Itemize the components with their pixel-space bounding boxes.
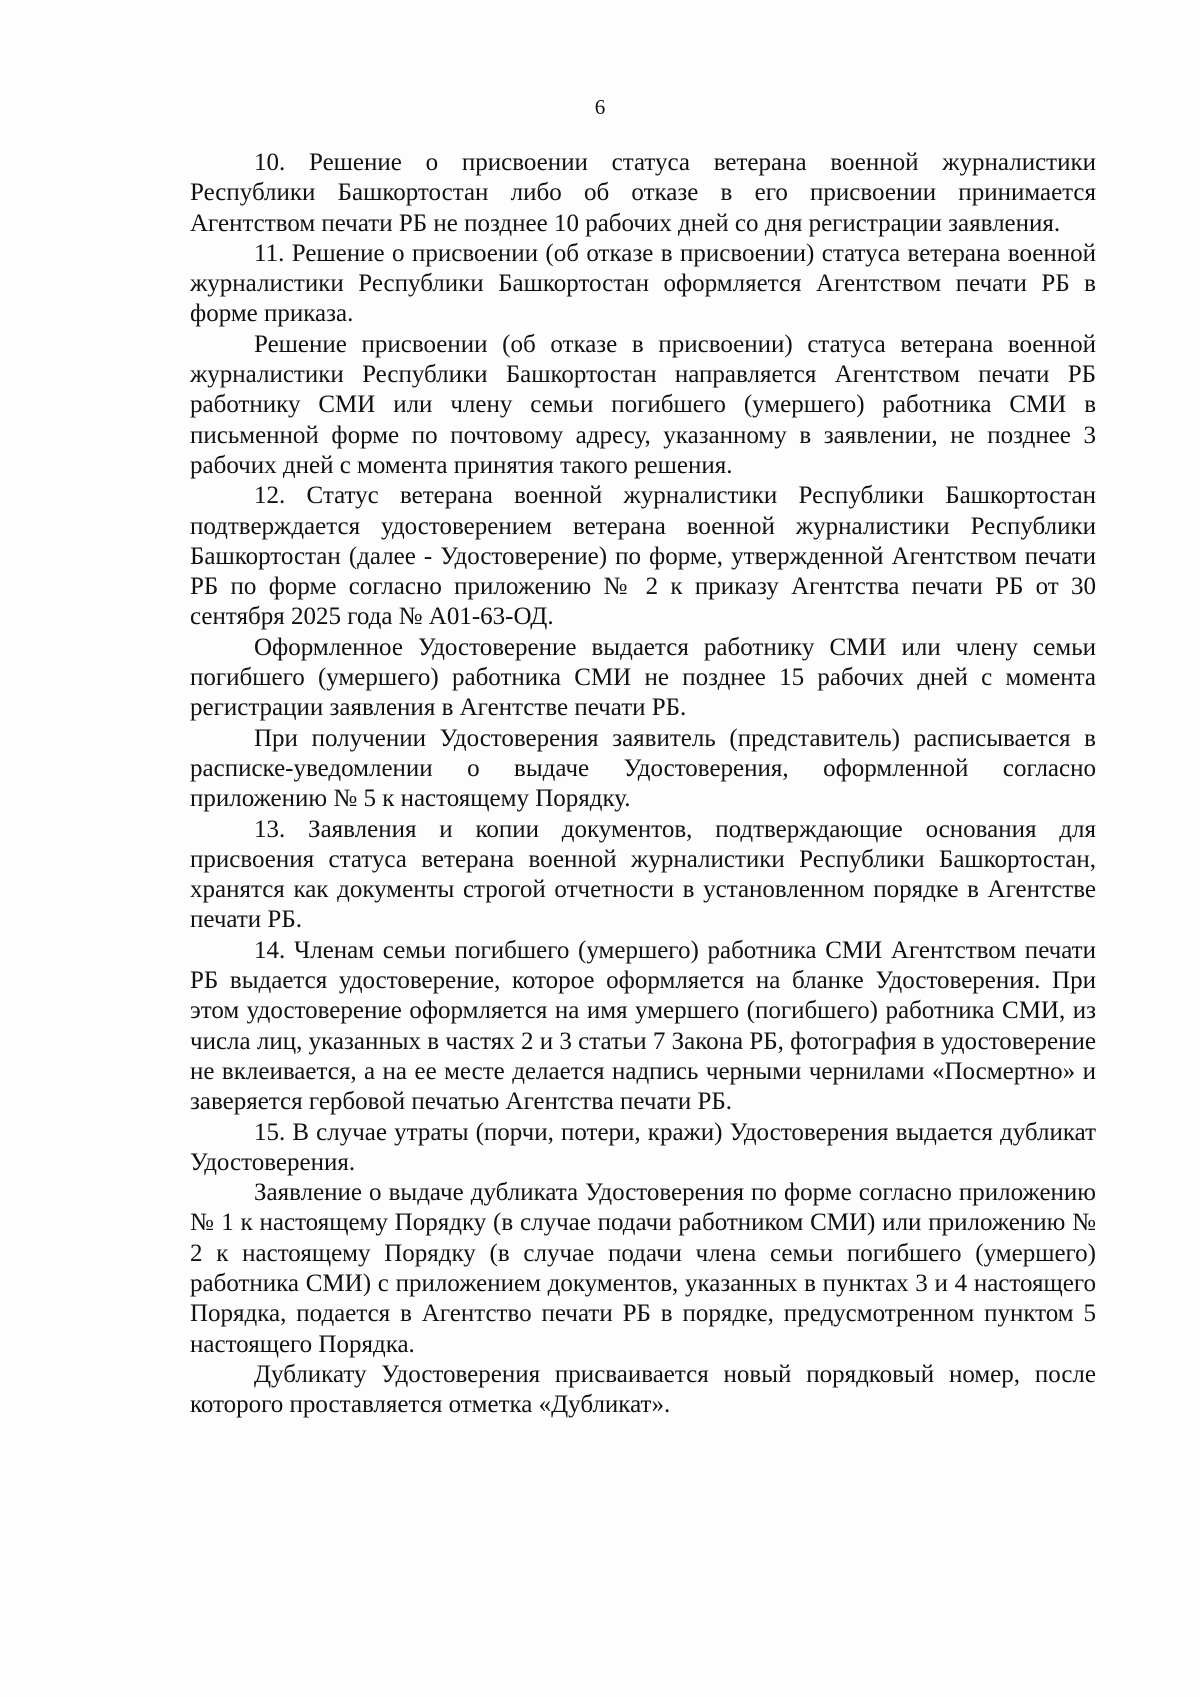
- page-number: 6: [594, 95, 606, 119]
- paragraph-11-notice: Решение присвоении (об отказе в присвоении) статуса ветерана военной журналистики Республики Башкортостан направляется Агентством печати РБ работнику СМИ или члену семьи погибшего (умершего) работника СМИ в письменной форме по почтовому адресу, указанному в заявлении, не позднее 3 рабочих дней с момента принятия такого решения.: [190, 330, 1096, 479]
- paragraph-13: 13. Заявления и копии документов, подтверждающие основания для присвоения статуса ветерана военной журналистики Республики Башкортостан, хранятся как документы строгой отчетности в установленном порядке в Агентстве печати РБ.: [190, 815, 1096, 934]
- paragraph-15-number: Дубликату Удостоверения присваивается новый порядковый номер, после которого проставляется отметка «Дубликат».: [190, 1360, 1096, 1419]
- paragraph-12-issue: Оформленное Удостоверение выдается работнику СМИ или члену семьи погибшего (умершего) работника СМИ не позднее 15 рабочих дней с момента регистрации заявления в Агентстве печати РБ.: [190, 633, 1096, 722]
- document-body: [190, 148, 1096, 1420]
- paragraph-15: 15. В случае утраты (порчи, потери, кражи) Удостоверения выдается дубликат Удостоверения.: [190, 1118, 1096, 1176]
- paragraph-14: 14. Членам семьи погибшего (умершего) работника СМИ Агентством печати РБ выдается удостоверение, которое оформляется на бланке Удостоверения. При этом удостоверение оформляется на имя умершего (погибшего) работника СМИ, из числа лиц, указанных в частях 2 и 3 статьи 7 Закона РБ, фотография в удостоверение не вклеивается, а на ее месте делается надпись черными чернилами «Посмертно» и заверяется гербовой печатью Агентства печати РБ.: [190, 936, 1096, 1116]
- paragraph-15-application: Заявление о выдаче дубликата Удостоверения по форме согласно приложению № 1 к настоящему Порядку (в случае подачи работником СМИ) или приложению № 2 к настоящему Порядку (в случае подачи члена семьи погибшего (умершего) работника СМИ) с приложением документов, указанных в пунктах 3 и 4 настоящего Порядка, подается в Агентство печати РБ в порядке, предусмотренном пунктом 5 настоящего Порядка.: [190, 1179, 1096, 1358]
- paragraph-12: 12. Статус ветерана военной журналистики Республики Башкортостан подтверждается удостоверением ветерана военной журналистики Республики Башкортостан (далее - Удостоверение) по форме, утвержденной Агентством печати РБ по форме согласно приложению № 2 к приказу Агентства печати РБ от 30 сентября 2025 года № А01-63-ОД.: [190, 482, 1096, 631]
- paragraph-10: 10. Решение о присвоении статуса ветерана военной журналистики Республики Башкортостан либо об отказе в его присвоении принимается Агентством печати РБ не позднее 10 рабочих дней со дня регистрации заявления.: [190, 149, 1096, 237]
- paragraph-12-receipt: При получении Удостоверения заявитель (представитель) расписывается в расписке-уведомлении о выдаче Удостоверения, оформленной согласно приложению № 5 к настоящему Порядку.: [190, 724, 1096, 813]
- paragraph-11: 11. Решение о присвоении (об отказе в присвоении) статуса ветерана военной журналистики Республики Башкортостан оформляется Агентством печати РБ в форме приказа.: [190, 239, 1096, 328]
